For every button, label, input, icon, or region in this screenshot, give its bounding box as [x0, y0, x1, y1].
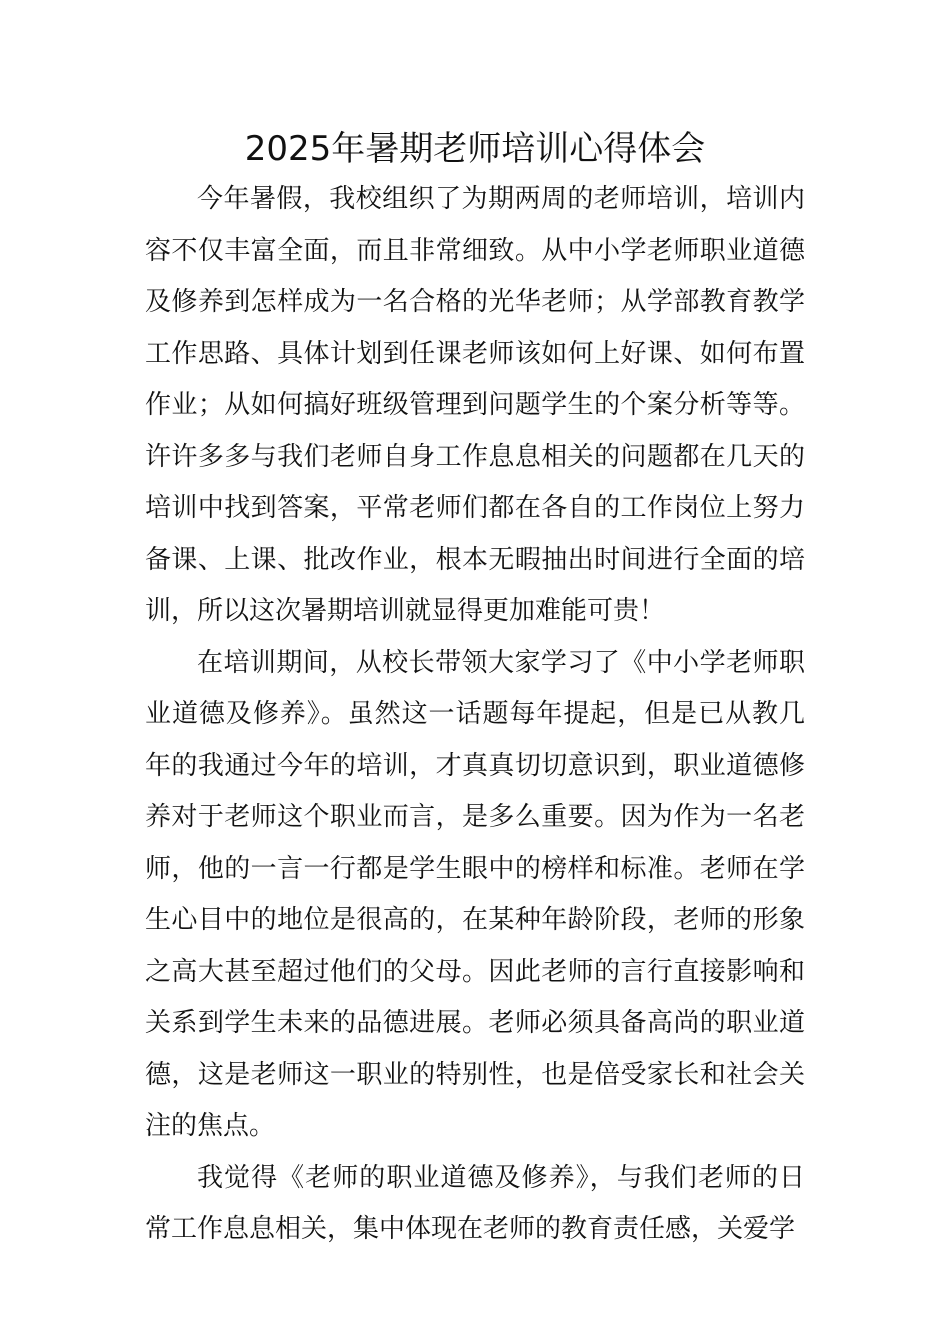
document-body — [145, 174, 805, 1256]
paragraph-3: 我觉得《老师的职业道德及修养》，与我们老师的日常工作息息相关，集中体现在老师的教育责任感，关爱学 — [145, 1162, 805, 1244]
paragraph-2: 在培训期间，从校长带领大家学习了《中小学老师职业道德及修养》。虽然这一话题每年提起，但是已从教几年的我通过今年的培训，才真真切切意识到，职业道德修养对于老师这个职业而言，是多么重要。因为作为一名老师，他的一言一行都是学生眼中的榜样和标准。老师在学生心目中的地位是很高的，在某种年龄阶段，老师的形象之高大甚至超过他们的父母。因此老师的言行直接影响和关系到学生未来的品德进展。老师必须具备高尚的职业道德，这是老师这一职业的特别性，也是倍受家长和社会关注的焦点。 — [145, 647, 805, 1141]
document-title: 2025年暑期老师培训心得体会 — [244, 129, 706, 169]
paragraph-1: 今年暑假，我校组织了为期两周的老师培训，培训内容不仅丰富全面，而且非常细致。从中小学老师职业道德及修养到怎样成为一名合格的光华老师；从学部教育教学工作思路、具体计划到任课老师该如何上好课、如何布置作业；从如何搞好班级管理到问题学生的个案分析等等。许许多多与我们老师自身工作息息相关的问题都在几天的培训中找到答案，平常老师们都在各自的工作岗位上努力备课、上课、批改作业，根本无暇抽出时间进行全面的培训，所以这次暑期培训就显得更加难能可贵！ — [145, 184, 805, 626]
